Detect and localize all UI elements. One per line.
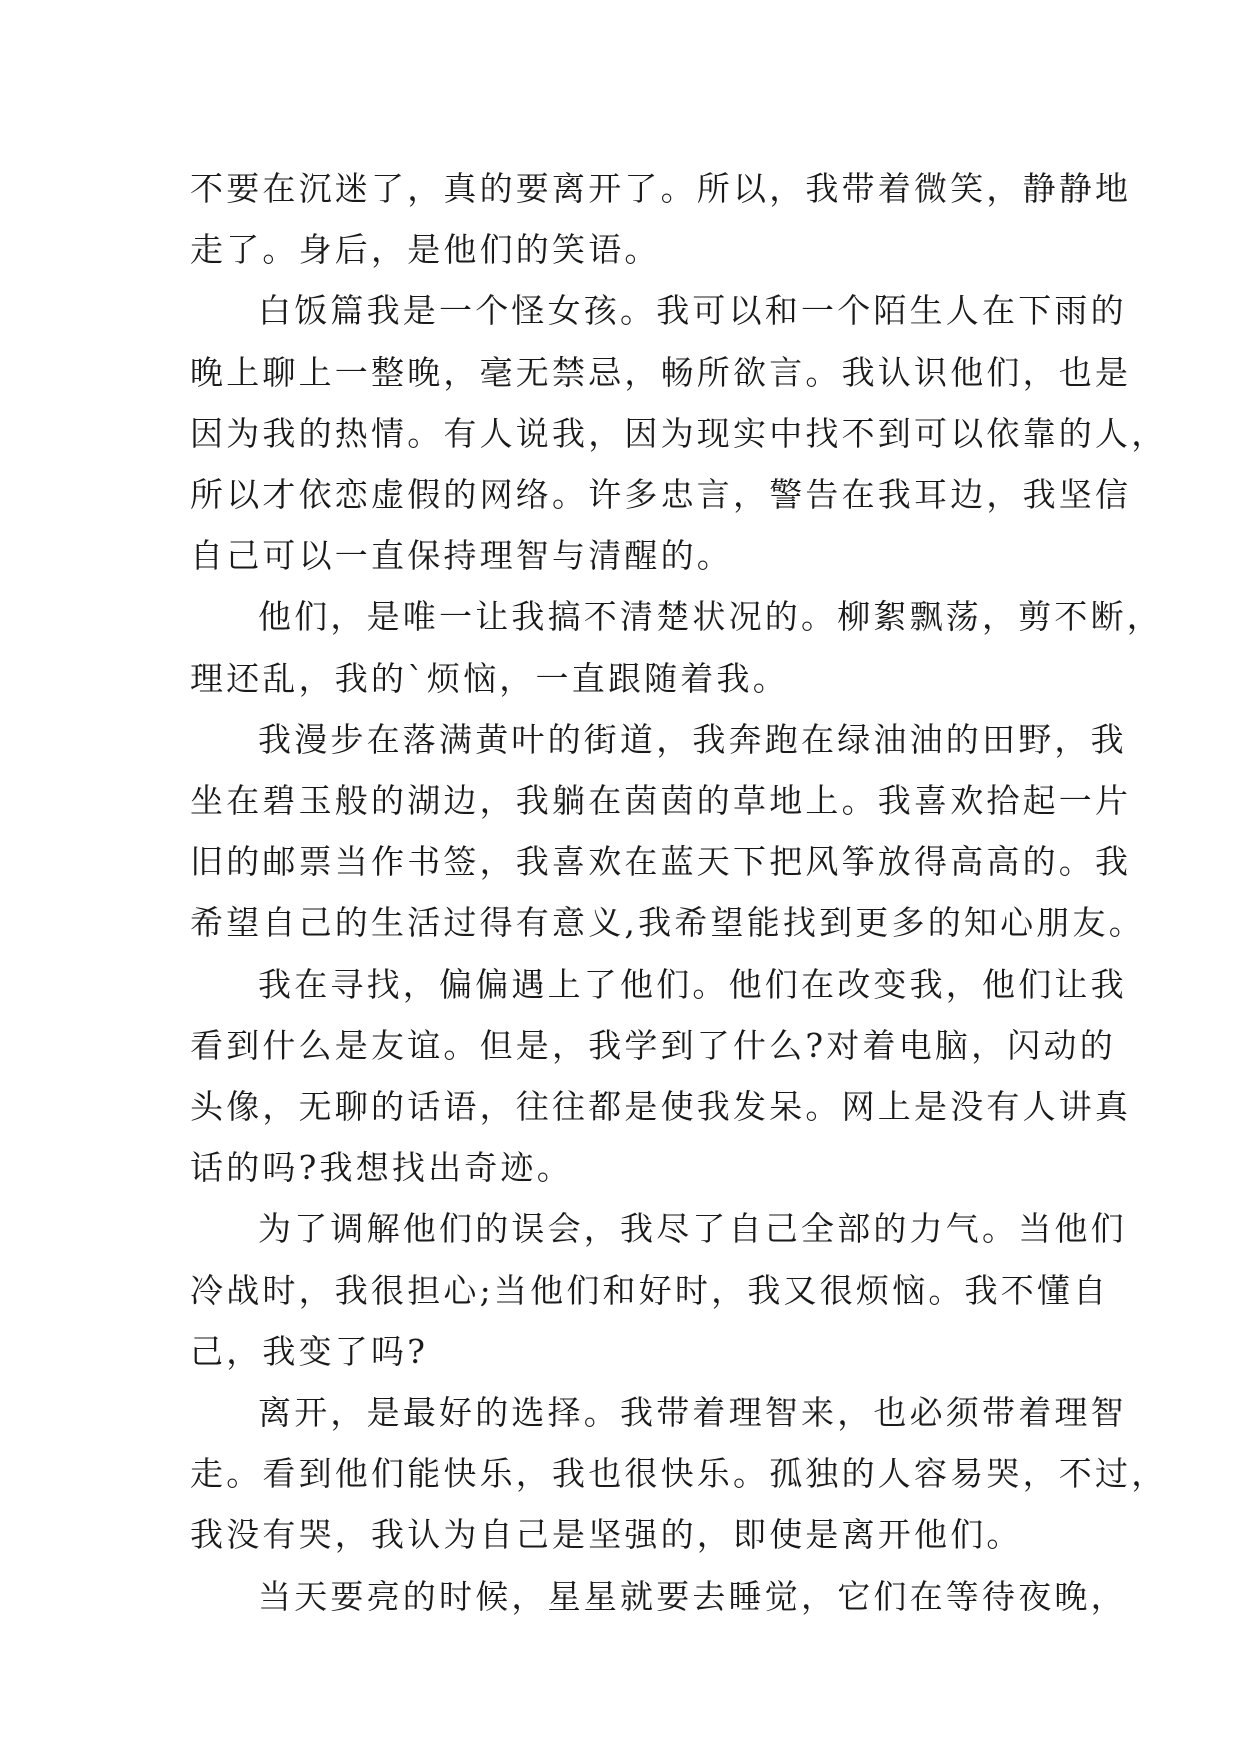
text-line: 为了调解他们的误会，我尽了自己全部的力气。当他们 <box>258 1209 1127 1249</box>
paragraph <box>190 709 1145 954</box>
text-line: 看到什么是友谊。但是，我学到了什么?对着电脑，闪动的 <box>190 1025 1116 1065</box>
text-line: 我在寻找，偏偏遇上了他们。他们在改变我，他们让我 <box>258 964 1127 1004</box>
text-line: 我没有哭，我认为自己是坚强的，即使是离开他们。 <box>190 1515 1023 1555</box>
text-line: 当天要亮的时候，星星就要去睡觉，它们在等待夜晚， <box>258 1576 1127 1616</box>
text-line: 走。看到他们能快乐，我也很快乐。孤独的人容易哭，不过， <box>190 1454 1168 1494</box>
text-line: 晚上聊上一整晚，毫无禁忌，畅所欲言。我认识他们，也是 <box>190 352 1132 392</box>
text-line: 冷战时，我很担心;当他们和好时，我又很烦恼。我不懂自 <box>190 1270 1110 1310</box>
text-line: 离开，是最好的选择。我带着理智来，也必须带着理智 <box>258 1393 1127 1433</box>
text-line: 希望自己的生活过得有意义,我希望能找到更多的知心朋友。 <box>190 903 1145 943</box>
text-line: 己，我变了吗? <box>190 1331 429 1371</box>
text-line: 头像，无聊的话语，往往都是使我发呆。网上是没有人讲真 <box>190 1087 1132 1127</box>
paragraph <box>190 1566 1127 1627</box>
text-line: 坐在碧玉般的湖边，我躺在茵茵的草地上。我喜欢拾起一片 <box>190 781 1132 821</box>
text-line: 理还乱，我的`烦恼，一直跟随着我。 <box>190 658 789 698</box>
paragraph <box>190 954 1132 1199</box>
text-line: 话的吗?我想找出奇迹。 <box>190 1148 573 1188</box>
paragraph <box>190 586 1163 708</box>
paragraph <box>190 158 1132 280</box>
text-line: 他们，是唯一让我搞不清楚状况的。柳絮飘荡，剪不断， <box>258 597 1163 637</box>
text-line: 旧的邮票当作书签，我喜欢在蓝天下把风筝放得高高的。我 <box>190 842 1132 882</box>
paragraph <box>190 280 1168 586</box>
text-line: 自己可以一直保持理智与清醒的。 <box>190 536 733 576</box>
paragraph <box>190 1382 1168 1566</box>
text-line: 因为我的热情。有人说我，因为现实中找不到可以依靠的人， <box>190 413 1168 453</box>
text-line: 白饭篇我是一个怪女孩。我可以和一个陌生人在下雨的 <box>258 291 1127 331</box>
text-line: 不要在沉迷了，真的要离开了。所以，我带着微笑，静静地 <box>190 169 1132 208</box>
text-line: 我漫步在落满黄叶的街道，我奔跑在绿油油的田野，我 <box>258 719 1127 759</box>
paragraph <box>190 1198 1127 1382</box>
body-text <box>190 158 1168 1627</box>
text-line: 所以才依恋虚假的网络。许多忠言，警告在我耳边，我坚信 <box>190 475 1132 515</box>
text-line: 走了。身后，是他们的笑语。 <box>190 230 661 270</box>
